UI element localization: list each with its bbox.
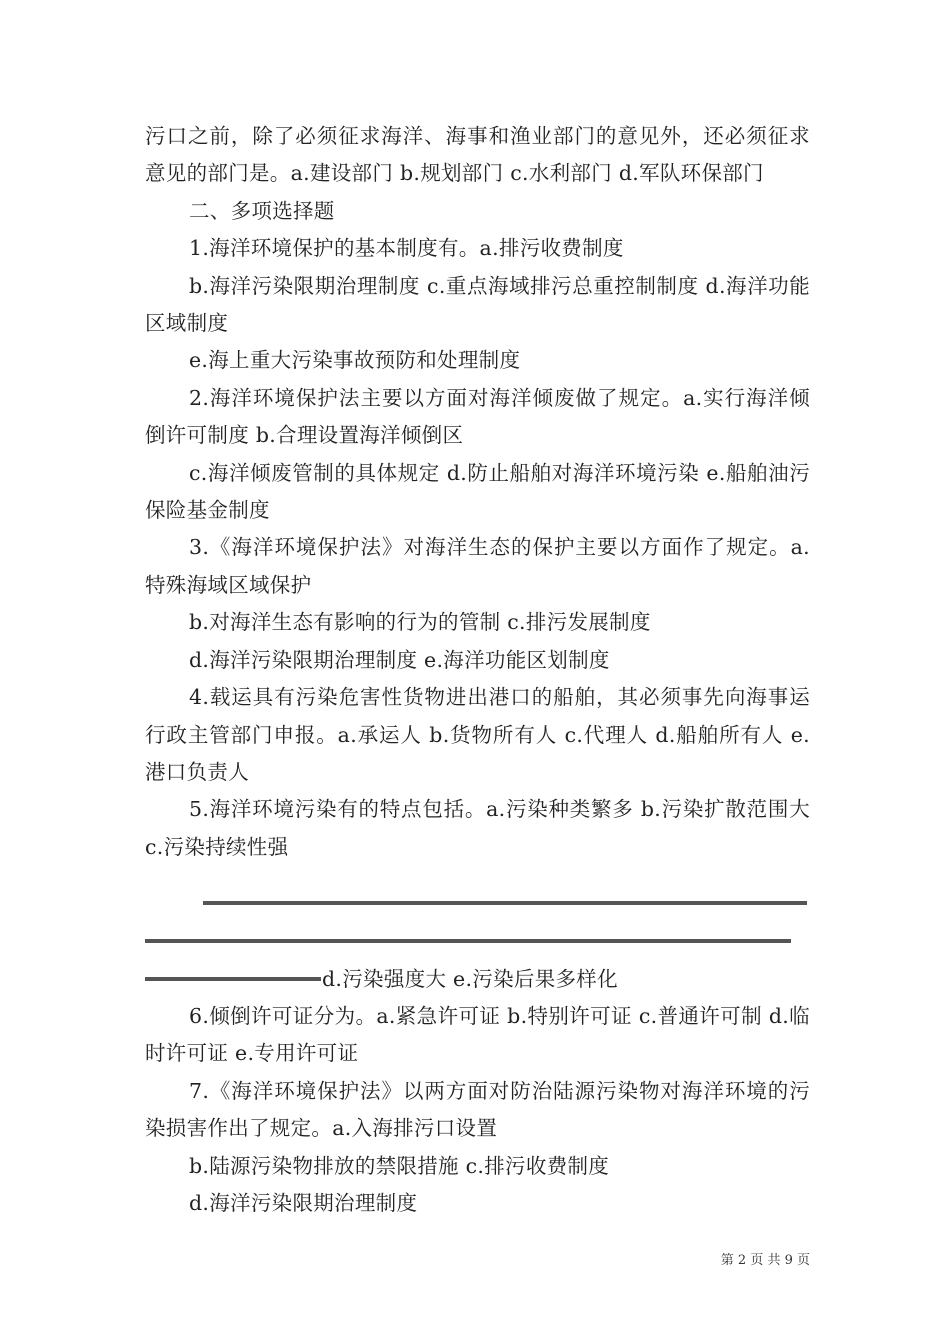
question-1: 1.海洋环境保护的基本制度有。a.排污收费制度 [189, 236, 624, 261]
question-6: 6.倾倒许可证分为。a.紧急许可证 b.特别许可证 c.普通许可制 d.临时许可证 e.专用许可证 [145, 1004, 810, 1066]
paragraph: 污口之前，除了必须征求海洋、海事和渔业部门的意见外，还必须征求意见的部门是。a.建设部门 b.规划部门 c.水利部门 d.军队环保部门 [145, 124, 810, 186]
question-4: 4.载运具有污染危害性货物进出港口的船舶，其必须事先向海事运行政主管部门申报。a.承运人 b.货物所有人 c.代理人 d.船舶所有人 e.港口负责人 [145, 685, 810, 784]
question-5-options: d.污染强度大 e.污染后果多样化 [322, 967, 618, 991]
question-7: 7.《海洋环境保护法》以两方面对防治陆源污染物对海洋环境的污染损害作出了规定。a.入海排污口设置 [145, 1078, 810, 1141]
divider-rule [145, 939, 791, 943]
question-7-options: b.陆源污染物排放的禁限措施 c.排污收费制度 [189, 1153, 610, 1178]
question-3-options-2: d.海洋污染限期治理制度 e.海洋功能区划制度 [189, 647, 610, 672]
section-heading: 二、多项选择题 [189, 198, 335, 223]
question-3-options: b.对海洋生态有影响的行为的管制 c.排污发展制度 [189, 610, 651, 635]
question-2-options: c.海洋倾废管制的具体规定 d.防止船舶对海洋环境污染 e.船舶油污保险基金制度 [145, 460, 810, 523]
page-number: 第 2 页 共 9 页 [720, 1253, 810, 1268]
divider-rule [145, 977, 321, 981]
body-text-top [145, 118, 810, 866]
divider-rule [203, 901, 807, 905]
question-2: 2.海洋环境保护法主要以方面对海洋倾废做了规定。a.实行海洋倾倒许可制度 b.合理设置海洋倾倒区 [145, 385, 810, 448]
question-1-option-e: e.海上重大污染事故预防和处理制度 [189, 348, 521, 373]
question-1-options: b.海洋污染限期治理制度 c.重点海域排污总重控制制度 d.海洋功能区域制度 [145, 273, 810, 336]
body-text-bottom [145, 998, 810, 1222]
question-7-option-d: d.海洋污染限期治理制度 [189, 1191, 418, 1216]
question-3: 3.《海洋环境保护法》对海洋生态的保护主要以方面作了规定。a.特殊海域区域保护 [145, 535, 810, 597]
question-5: 5.海洋环境污染有的特点包括。a.污染种类繁多 b.污染扩散范围大 c.污染持续性强 [145, 797, 810, 859]
